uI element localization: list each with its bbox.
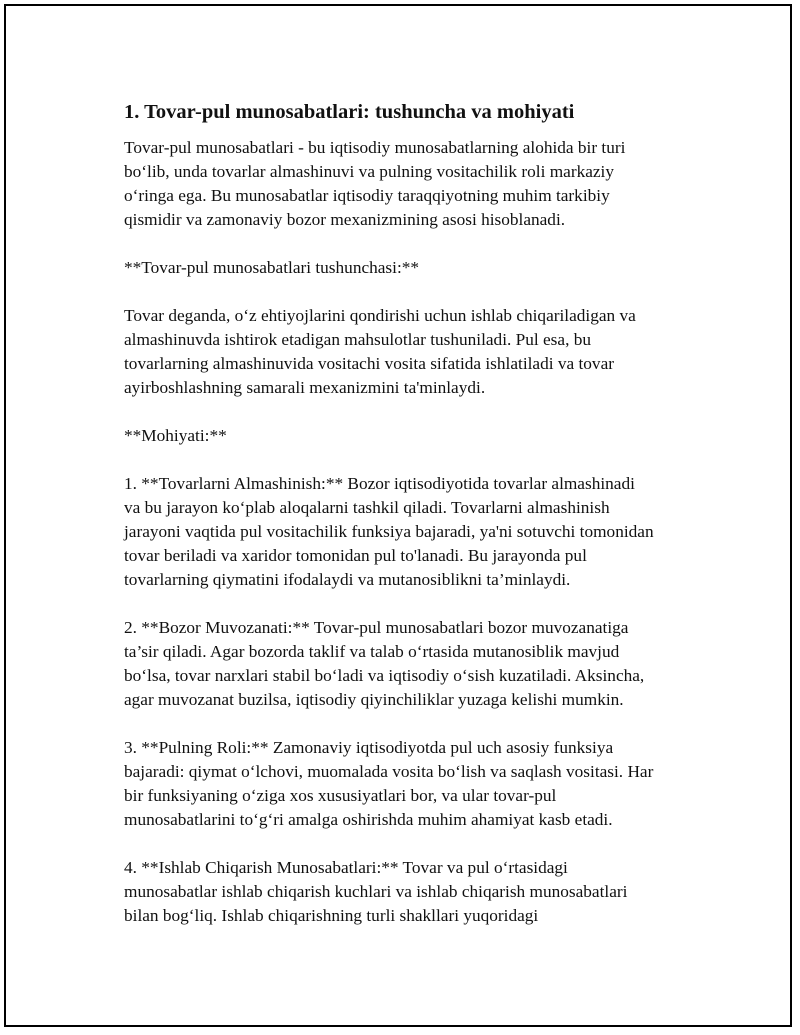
- text-line: almashinuvda ishtirok etadigan mahsulotlar tushuniladi. Pul esa, bu: [124, 330, 591, 349]
- text-line: tovar beriladi va xaridor tomonidan pul to'lanadi. Bu jarayonda pul: [124, 546, 587, 565]
- essence-heading: [124, 424, 696, 448]
- list-item-market-balance: [124, 616, 696, 712]
- text-line: ta’sir qiladi. Agar bozorda taklif va talab o‘rtasida mutanosiblik mavjud: [124, 642, 620, 661]
- text-line: munosabatlar ishlab chiqarish kuchlari va ishlab chiqarish munosabatlari: [124, 882, 628, 901]
- text-line: va bu jarayon ko‘plab aloqalarni tashkil qiladi. Tovarlarni almashinish: [124, 498, 610, 517]
- text-line: ayirboshlashning samarali mexanizmini ta'minlaydi.: [124, 378, 486, 397]
- text-line: tovarlarning qiymatini ifodalaydi va mutanosiblikni ta’minlaydi.: [124, 570, 571, 589]
- document-body: [124, 98, 696, 952]
- text-line: tovarlarning almashinuvida vositachi vosita sifatida ishlatiladi va tovar: [124, 354, 614, 373]
- document-title: 1. Tovar-pul munosabatlari: tushuncha va mohiyati: [124, 101, 575, 123]
- text-line: bir funksiyaning o‘ziga xos xususiyatlari bor, va ular tovar-pul: [124, 786, 557, 805]
- intro-paragraph: [124, 136, 696, 232]
- text-line: o‘ringa ega. Bu munosabatlar iqtisodiy taraqqiyotning muhim tarkibiy: [124, 186, 610, 205]
- list-item-exchange: [124, 472, 696, 592]
- text-line: **Tovar-pul munosabatlari tushunchasi:**: [124, 258, 420, 277]
- document-page: [4, 4, 792, 1027]
- text-line: 3. **Pulning Roli:** Zamonaviy iqtisodiyotda pul uch asosiy funksiya: [124, 738, 614, 757]
- text-line: bo‘lsa, tovar narxlari stabil bo‘ladi va iqtisodiy o‘sish kuzatiladi. Aksincha,: [124, 666, 645, 685]
- text-line: 4. **Ishlab Chiqarish Munosabatlari:** Tovar va pul o‘rtasidagi: [124, 858, 568, 877]
- text-line: bilan bog‘liq. Ishlab chiqarishning turli shakllari yuqoridagi: [124, 906, 539, 925]
- text-line: **Mohiyati:**: [124, 426, 227, 445]
- text-line: jarayoni vaqtida pul vositachilik funksiya bajaradi, ya'ni sotuvchi tomonidan: [124, 522, 654, 541]
- text-line: 2. **Bozor Muvozanati:** Tovar-pul munosabatlari bozor muvozanatiga: [124, 618, 629, 637]
- text-line: munosabatlarini to‘g‘ri amalga oshirishda muhim ahamiyat kasb etadi.: [124, 810, 613, 829]
- list-item-production-relations: [124, 856, 696, 928]
- list-item-money-role: [124, 736, 696, 832]
- concept-paragraph: [124, 304, 696, 400]
- text-line: bo‘lib, unda tovarlar almashinuvi va pulning vositachilik roli markaziy: [124, 162, 615, 181]
- text-line: Tovar-pul munosabatlari - bu iqtisodiy munosabatlarning alohida bir turi: [124, 138, 626, 157]
- text-line: bajaradi: qiymat o‘lchovi, muomalada vosita bo‘lish va saqlash vositasi. Har: [124, 762, 654, 781]
- text-line: agar muvozanat buzilsa, iqtisodiy qiyinchiliklar yuzaga kelishi mumkin.: [124, 690, 624, 709]
- text-line: Tovar deganda, o‘z ehtiyojlarini qondirishi uchun ishlab chiqariladigan va: [124, 306, 636, 325]
- concept-heading: [124, 256, 696, 280]
- text-line: qismidir va zamonaviy bozor mexanizmining asosi hisoblanadi.: [124, 210, 566, 229]
- text-line: 1. **Tovarlarni Almashinish:** Bozor iqtisodiyotida tovarlar almashinadi: [124, 474, 635, 493]
